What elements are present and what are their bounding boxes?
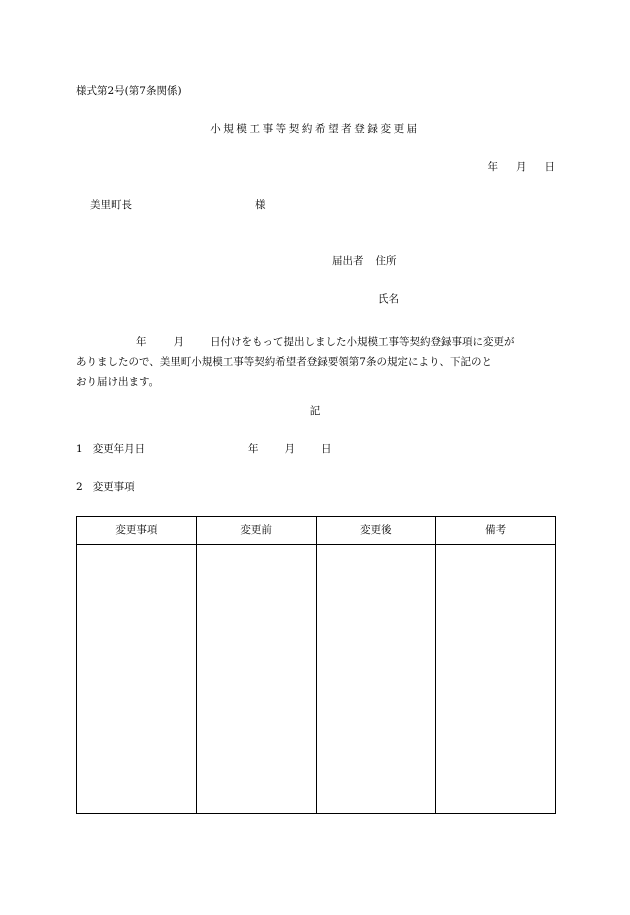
cell-before-change[interactable] [196, 545, 316, 814]
date-day-label: 日 [544, 161, 555, 173]
document-title: 小規模工事等契約希望者登録変更届 [210, 123, 420, 135]
body-month-label: 月 [173, 336, 184, 348]
change-date-year-label: 年 [248, 443, 259, 455]
addressee-name: 美里町長 [90, 199, 132, 211]
item-number: 1 [76, 443, 83, 455]
header-remarks: 備考 [436, 517, 556, 545]
body-year-label: 年 [136, 336, 147, 348]
item-label: 変更年月日 [92, 443, 146, 455]
item-change-date [76, 444, 145, 455]
date-year-label: 年 [487, 161, 498, 173]
ki-heading: 記 [309, 405, 321, 417]
applicant-label: 届出者 [332, 255, 364, 267]
item-change-details [76, 482, 135, 493]
body-line-3: おり届け出ます。 [76, 376, 160, 388]
body-paragraph [76, 332, 515, 392]
cell-remarks[interactable] [436, 545, 556, 814]
cell-after-change[interactable] [316, 545, 436, 814]
change-date-day-label: 日 [321, 443, 332, 455]
table-row [77, 545, 556, 814]
addressee-honorific: 様 [255, 199, 266, 211]
header-after-change: 変更後 [316, 517, 436, 545]
date-month-label: 月 [516, 161, 527, 173]
form-number: 様式第2号(第7条関係) [76, 85, 182, 97]
body-line-2: ありましたので、美里町小規模工事等契約希望者登録要領第7条の規定により、下記のと [76, 356, 492, 368]
change-date-month-label: 月 [284, 443, 295, 455]
change-details-table [76, 516, 556, 814]
item-label: 変更事項 [92, 481, 135, 493]
body-line-1 [76, 332, 515, 352]
header-change-item: 変更事項 [77, 517, 197, 545]
table-header-row [77, 517, 556, 545]
address-label: 住所 [375, 255, 397, 267]
change-date-fields [248, 444, 358, 455]
header-before-change: 変更前 [196, 517, 316, 545]
applicant-name-label: 氏名 [378, 293, 399, 305]
body-line-1-text: 日付けをもって提出しました小規模工事等契約登録事項に変更が [210, 336, 515, 348]
submission-date [470, 162, 556, 173]
applicant-address-line [332, 256, 397, 267]
cell-change-item[interactable] [77, 545, 197, 814]
item-number: 2 [76, 481, 83, 493]
